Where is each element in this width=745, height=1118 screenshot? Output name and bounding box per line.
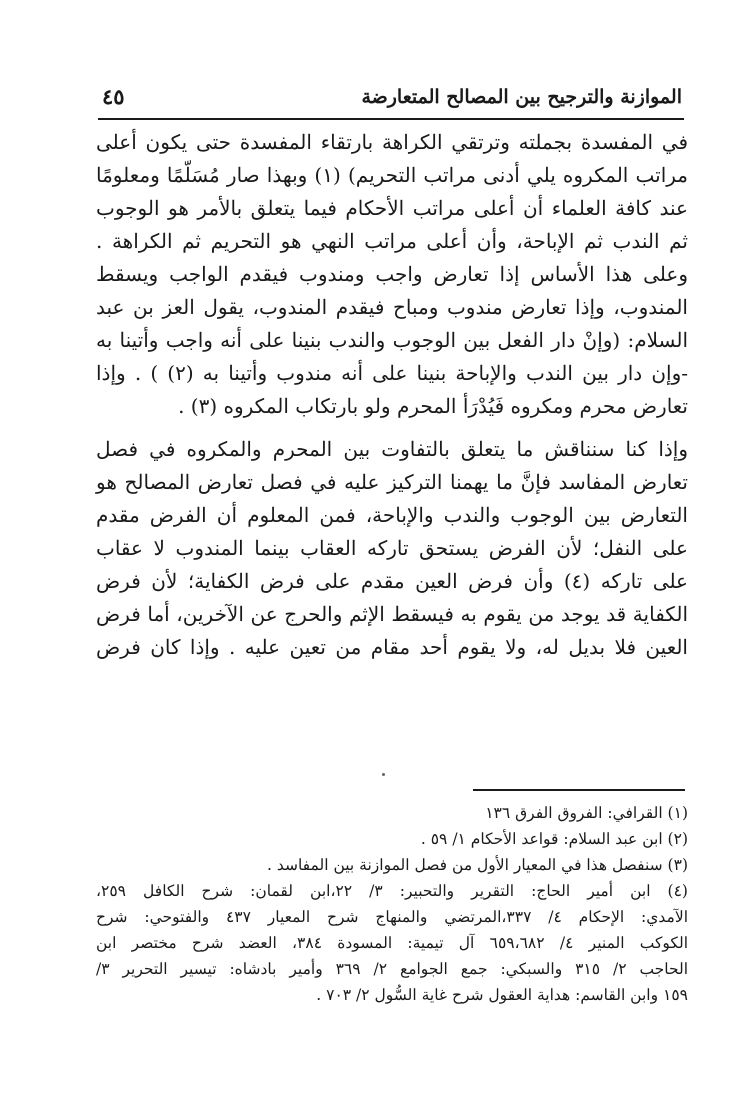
footnote-4-cont: الكوكب المنير ٤/ ٦٥٩،٦٨٢ آل تيمية: المسودة ٣٨٤، العضد شرح مختصر ابن	[96, 934, 688, 952]
footnote-4-cont: الحاجب ٢/ ٣١٥ والسبكي: جمع الجوامع ٢/ ٣٦٩ وأمير بادشاه: تيسير التحرير ٣/	[96, 960, 689, 978]
text-line: الكفاية قد يوجد من يقوم به فيسقط الإثم والحرج عن الآخرين، أما فرض	[96, 602, 688, 626]
main-text	[96, 126, 688, 664]
text-line: التعارض بين الوجوب والندب والإباحة، فمن المعلوم أن الفرض مقدم	[96, 503, 688, 527]
text-line: تعارض المفاسد فإنَّ ما يهمنا التركيز عليه في فصل تعارض المصالح هو	[96, 470, 689, 494]
page-header	[98, 82, 684, 120]
footnote-2: (٢) ابن عبد السلام: قواعد الأحكام ١/ ٥٩ .	[420, 830, 688, 848]
text-line: في المفسدة بجملته وترتقي الكراهة بارتقاء المفسدة حتى يكون أعلى	[96, 130, 689, 154]
text-line: وإذا كنا سنناقش ما يتعلق بالتفاوت بين المحرم والمكروه في فصل	[96, 437, 688, 461]
header-rule	[98, 118, 684, 120]
text-line: السلام: (وإنْ دار الفعل بين الوجوب والندب بنينا على أنه واجب وأتينا به	[96, 328, 688, 352]
text-line: العين فلا بديل له، ولا يقوم أحد مقام من تعين عليه . وإذا كان فرض	[96, 635, 688, 659]
text-line: عند كافة العلماء أن أعلى مراتب الأحكام فيما يتعلق بالأمر هو الوجوب	[96, 196, 688, 220]
footnote-4: (٤) ابن أمير الحاج: التقرير والتحبير: ٣/ ٢٢،ابن لقمان: شرح الكافل ٢٥٩،	[96, 882, 688, 900]
text-line: مراتب المكروه يلي أدنى مراتب التحريم) (١) وبهذا صار مُسَلّمًا ومعلومًا	[96, 163, 689, 187]
text-line: المندوب، وإذا تعارض مندوب ومباح فيقدم المندوب، يقول العز بن عبد	[96, 295, 688, 319]
text-line: ثم الندب ثم الإباحة، وأن أعلى مراتب النهي هو التحريم ثم الكراهة .	[96, 229, 688, 253]
page-number: ٤٥	[102, 84, 125, 109]
scan-speck	[382, 773, 385, 776]
paragraph-1	[96, 126, 688, 423]
running-title: الموازنة والترجيح بين المصالح المتعارضة	[361, 86, 682, 108]
text-line: على تاركه (٤) وأن فرض العين مقدم على فرض الكفاية؛ لأن فرض	[96, 569, 688, 593]
footnote-4-cont: الآمدي: الإحكام ٤/ ٣٣٧،المرتضي والمنهاج شرح المعيار ٤٣٧ والفتوحي: شرح	[96, 908, 688, 926]
text-line: تعارض محرم ومكروه فَيُدْرَأ المحرم ولو بارتكاب المكروه (٣) .	[178, 394, 688, 418]
footnotes	[96, 800, 688, 1008]
paragraph-2	[96, 433, 688, 664]
text-line: على النفل؛ لأن الفرض يستحق تاركه العقاب بينما المندوب لا عقاب	[96, 536, 688, 560]
text-line: وعلى هذا الأساس إذا تعارض واجب ومندوب فيقدم الواجب ويسقط	[96, 262, 688, 286]
footnote-1: (١) القرافي: الفروق الفرق ١٣٦	[485, 804, 688, 822]
footnote-separator	[473, 789, 685, 791]
text-line: -وإن دار بين الندب والإباحة بنينا على أنه مندوب وأتينا به (٢) ) . وإذا	[96, 361, 688, 385]
footnote-4-cont: ١٥٩ وابن القاسم: هداية العقول شرح غاية السُّول ٢/ ٧٠٣ .	[316, 986, 688, 1004]
footnote-3: (٣) سنفصل هذا في المعيار الأول من فصل الموازنة بين المفاسد .	[266, 856, 688, 874]
